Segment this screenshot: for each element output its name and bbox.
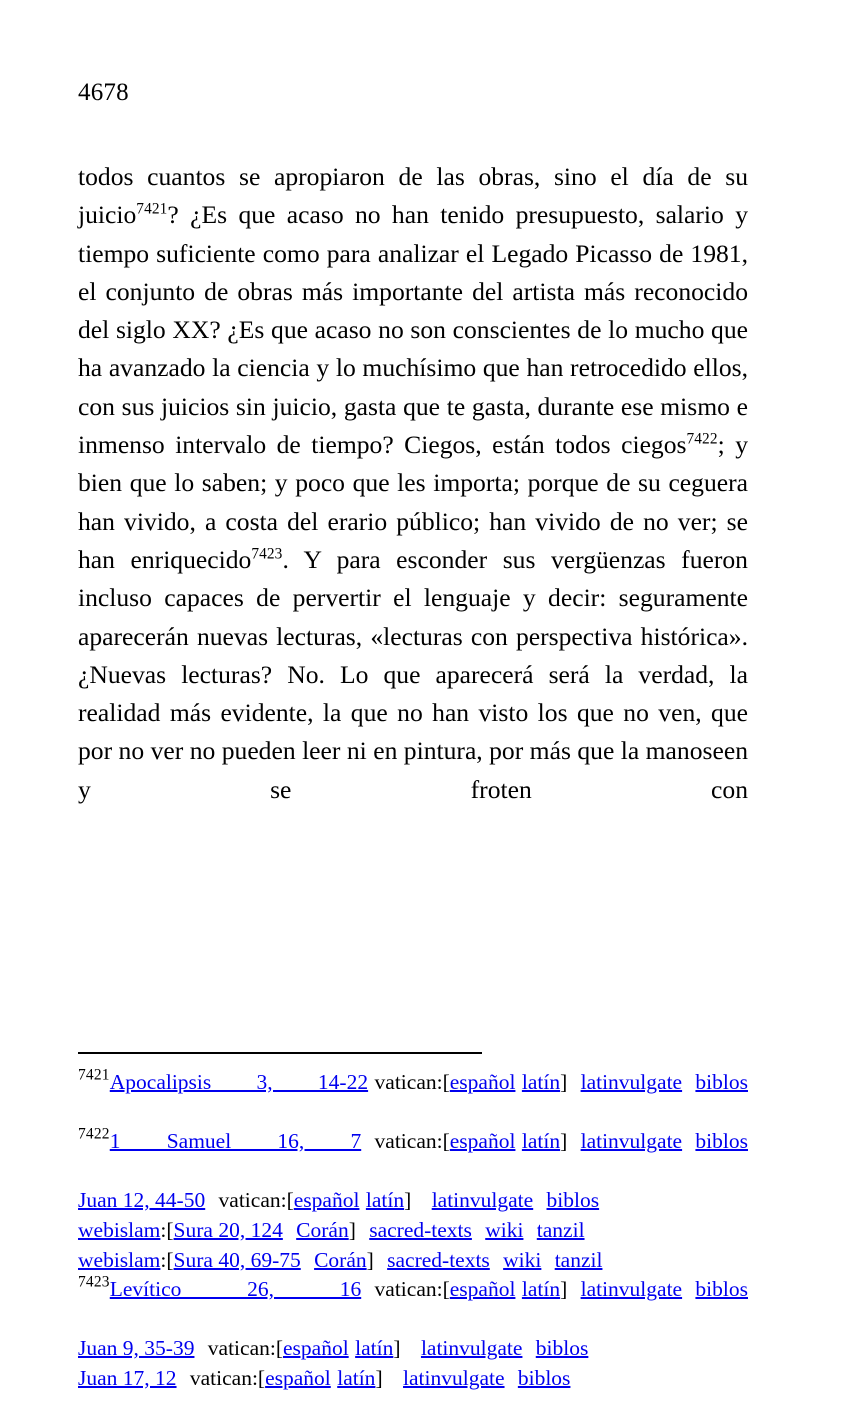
footnote-reference-7421[interactable]: 7421 bbox=[136, 200, 168, 218]
footnote-link[interactable]: latinvulgate bbox=[580, 1277, 683, 1302]
footnote-line bbox=[78, 1068, 748, 1127]
footnote-text: ] bbox=[366, 1247, 374, 1272]
footnote-link[interactable]: latinvulgate bbox=[431, 1188, 534, 1213]
footnote-link[interactable]: español bbox=[449, 1277, 516, 1302]
footnote-text: :[ bbox=[160, 1247, 174, 1272]
footnote-link[interactable]: español bbox=[283, 1336, 349, 1361]
footnote-line bbox=[78, 1275, 748, 1334]
page-number: 4678 bbox=[78, 79, 129, 106]
body-text-segment-3: ; y bien que lo saben; y poco que les importa; porque de su ceguera han vivido, a costa del erario público; han vivido de no ver; se han enriquecido bbox=[78, 430, 748, 574]
footnote-link[interactable]: latinvulgate bbox=[580, 1129, 683, 1154]
footnote-text: vatican:[ bbox=[189, 1365, 266, 1390]
footnote-link[interactable]: latín bbox=[521, 1070, 561, 1094]
footnote-link[interactable]: Corán bbox=[296, 1217, 349, 1242]
footnote-number: 7421 bbox=[78, 1066, 110, 1084]
body-text-segment-4: . Y para esconder sus vergüenzas fueron incluso capaces de pervertir el lenguaje y decir: seguramente aparecerán nuevas lecturas, «lecturas con perspectiva histórica». ¿Nuevas lecturas? No. Lo que aparecerá será la verdad, la realidad más evidente, la que no han visto los que no ven, que por no ver no pueden leer ni en pintura, por más que la manoseen y se froten con bbox=[78, 544, 748, 804]
body-text-block bbox=[78, 158, 748, 847]
footnote-link[interactable]: latín bbox=[355, 1336, 394, 1361]
footnote-link[interactable]: latinvulgate bbox=[580, 1070, 683, 1094]
footnote-link[interactable]: Juan 17, 12 bbox=[78, 1365, 177, 1390]
footnote-text: ] bbox=[560, 1070, 568, 1094]
footnote-7422 bbox=[78, 1127, 748, 1275]
footnote-link[interactable]: español bbox=[449, 1070, 516, 1094]
footnote-link[interactable]: biblos bbox=[695, 1277, 748, 1302]
footnote-7421 bbox=[78, 1068, 748, 1127]
footnote-text: :[ bbox=[160, 1217, 174, 1242]
footnote-text: ] bbox=[404, 1188, 412, 1213]
footnote-link[interactable]: biblos bbox=[535, 1336, 589, 1361]
footnote-link[interactable]: español bbox=[449, 1129, 516, 1154]
footnote-text: vatican:[ bbox=[374, 1070, 450, 1094]
footnote-text: ] bbox=[393, 1336, 401, 1361]
footnote-link[interactable]: Juan 9, 35-39 bbox=[78, 1336, 195, 1361]
footnote-text: vatican:[ bbox=[374, 1129, 450, 1154]
footnote-link[interactable]: sacred-texts bbox=[369, 1217, 472, 1242]
footnote-text: vatican:[ bbox=[207, 1336, 283, 1361]
footnote-text: ] bbox=[348, 1217, 356, 1242]
footnote-link[interactable]: latín bbox=[365, 1188, 405, 1213]
footnote-link[interactable]: latinvulgate bbox=[403, 1365, 505, 1390]
footnote-link[interactable]: latín bbox=[521, 1129, 561, 1154]
footnote-line bbox=[78, 1246, 748, 1276]
footnote-text: ] bbox=[560, 1129, 568, 1154]
footnote-text: ] bbox=[375, 1365, 383, 1390]
footnote-line bbox=[78, 1186, 748, 1216]
footnote-link[interactable]: wiki bbox=[503, 1247, 542, 1272]
footnote-link[interactable]: tanzil bbox=[554, 1247, 603, 1272]
footnote-link[interactable]: 1 Samuel 16, 7 bbox=[109, 1129, 362, 1154]
footnote-link[interactable]: webislam bbox=[78, 1217, 161, 1242]
footnote-link[interactable]: biblos bbox=[695, 1129, 748, 1154]
footnote-separator-rule bbox=[78, 1052, 482, 1054]
footnote-link[interactable]: Sura 40, 69-75 bbox=[173, 1247, 301, 1272]
footnotes-section bbox=[78, 1068, 748, 1394]
footnote-link[interactable]: tanzil bbox=[536, 1217, 585, 1242]
footnote-text: ] bbox=[560, 1277, 568, 1302]
footnote-link[interactable]: Apocalipsis 3, 14-22 bbox=[109, 1070, 369, 1094]
footnote-reference-7423[interactable]: 7423 bbox=[251, 545, 283, 563]
footnote-7423 bbox=[78, 1275, 748, 1393]
footnote-link[interactable]: español bbox=[293, 1188, 360, 1213]
footnote-line bbox=[78, 1364, 748, 1394]
footnote-link[interactable]: biblos bbox=[517, 1365, 571, 1390]
footnote-reference-7422[interactable]: 7422 bbox=[686, 430, 718, 448]
footnote-line bbox=[78, 1127, 748, 1186]
footnote-link[interactable]: sacred-texts bbox=[387, 1247, 490, 1272]
footnote-link[interactable]: wiki bbox=[485, 1217, 524, 1242]
footnote-link[interactable]: Levítico 26, 16 bbox=[109, 1277, 362, 1302]
footnote-link[interactable]: Sura 20, 124 bbox=[173, 1217, 283, 1242]
footnote-link[interactable]: español bbox=[265, 1365, 331, 1390]
footnote-link[interactable]: biblos bbox=[695, 1070, 748, 1094]
footnote-link[interactable]: Juan 12, 44-50 bbox=[78, 1188, 206, 1213]
footnote-link[interactable]: latín bbox=[337, 1365, 376, 1390]
footnote-text: vatican:[ bbox=[374, 1277, 450, 1302]
footnote-line bbox=[78, 1334, 748, 1364]
footnote-link[interactable]: latín bbox=[521, 1277, 561, 1302]
footnote-link[interactable]: biblos bbox=[546, 1188, 600, 1213]
footnote-number: 7422 bbox=[78, 1125, 110, 1143]
body-paragraph bbox=[78, 158, 748, 847]
footnote-number: 7423 bbox=[78, 1273, 110, 1291]
footnote-link[interactable]: Corán bbox=[314, 1247, 367, 1272]
footnote-link[interactable]: webislam bbox=[78, 1247, 161, 1272]
body-text-segment-1: todos cuantos se apropiaron de las obras, sino el día de su juicio bbox=[78, 162, 748, 230]
footnote-text: vatican:[ bbox=[218, 1188, 294, 1213]
body-text-segment-2: ? ¿Es que acaso no han tenido presupuesto, salario y tiempo suficiente como para analizar el Legado Picasso de 1981, el conjunto de obras más importante del artista más reconocido del siglo XX? ¿Es que acaso no son conscientes de lo mucho que ha avanzado la ciencia y lo muchísimo que han retrocedido ellos, con sus juicios sin juicio, gasta que te gasta, durante ese mismo e inmenso intervalo de tiempo? Ciegos, están todos ciegos bbox=[78, 200, 748, 460]
footnote-link[interactable]: latinvulgate bbox=[420, 1336, 523, 1361]
footnote-line bbox=[78, 1216, 748, 1246]
